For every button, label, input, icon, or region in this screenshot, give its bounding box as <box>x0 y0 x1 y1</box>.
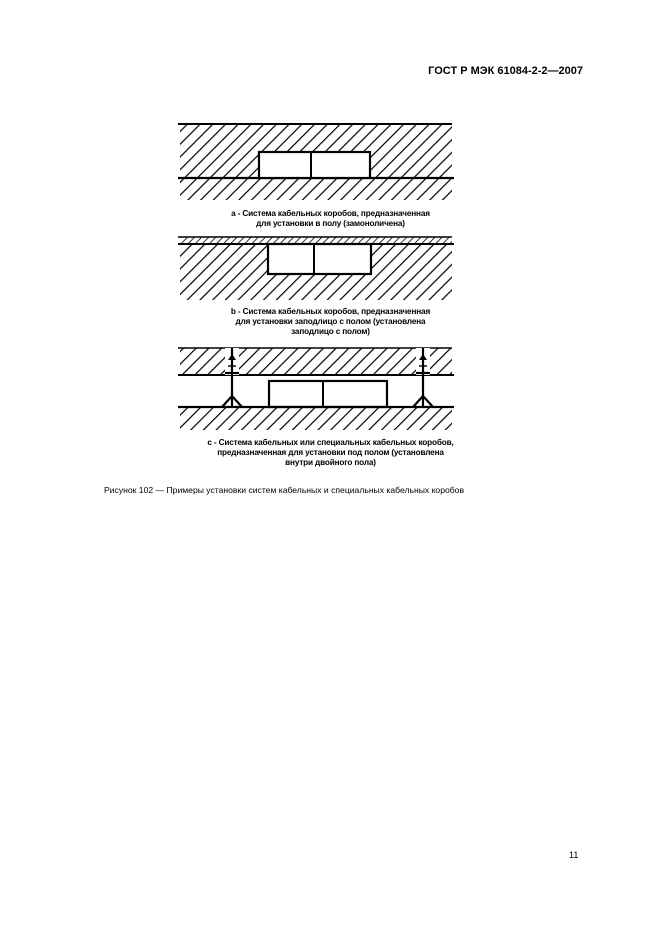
page-number: 11 <box>569 850 579 860</box>
figure-c-caption: c - Система кабельных или специальных кабельных коробов, предназначенная для установки под полом (установлена внутри двойного пола) <box>207 438 454 467</box>
figure-b-drawing <box>178 232 454 300</box>
document-header: ГОСТ Р МЭК 61084-2-2—2007 <box>428 65 583 77</box>
pedestal-left <box>222 348 242 407</box>
figure-c-drawing <box>178 340 454 432</box>
figure-a-caption: a - Система кабельных коробов, предназначенная для установки в полу (замоноличена) <box>231 209 430 228</box>
pedestal-right <box>413 348 433 407</box>
figure-caption: Рисунок 102 — Примеры установки систем кабельных и специальных кабельных коробов <box>104 485 465 495</box>
figure-b-caption: b - Система кабельных коробов, предназначенная для установки заподлицо с полом (установлена заподлицо с полом) <box>230 307 431 336</box>
figure-a-drawing <box>178 120 454 200</box>
